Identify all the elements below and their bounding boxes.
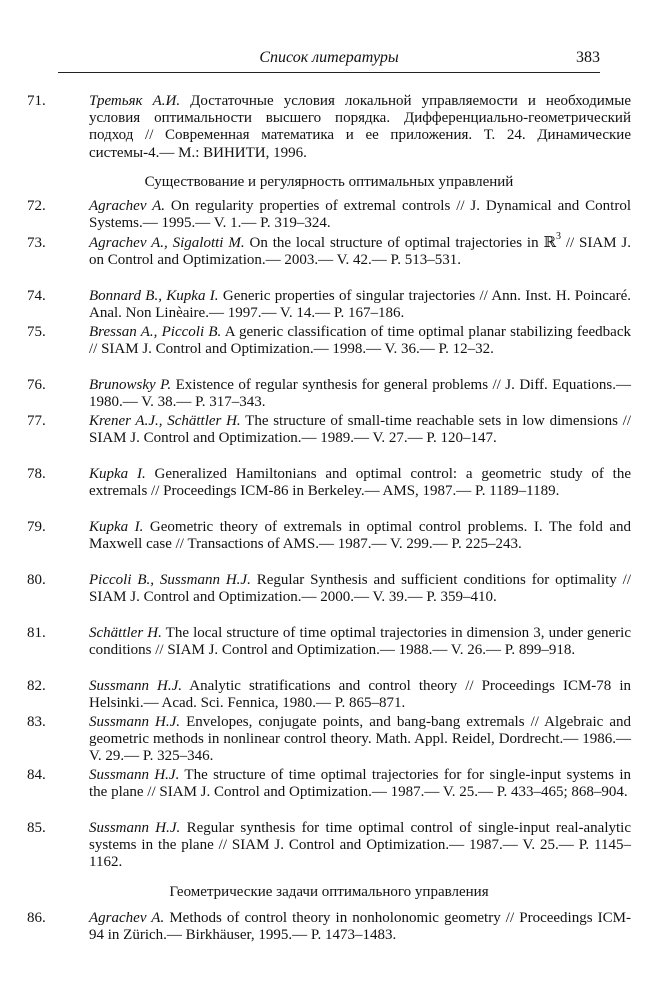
reference-number: 73. bbox=[27, 235, 46, 251]
reference-authors: Agrachev A. bbox=[89, 910, 165, 926]
reference-number: 86. bbox=[27, 910, 46, 926]
reference-authors: Sussmann H.J. bbox=[89, 714, 181, 730]
running-header bbox=[58, 44, 600, 73]
reference-item bbox=[27, 519, 631, 553]
reference-text: Existence of regular synthesis for general problems // J. Diff. Equations.— 1980.— V. 38.— P. 317–343. bbox=[89, 377, 631, 411]
reference-authors: Brunowsky P. bbox=[89, 377, 172, 393]
reference-authors: Agrachev A. bbox=[89, 198, 166, 214]
reference-authors: Piccoli B., Sussmann H.J. bbox=[89, 572, 251, 588]
reference-authors: Третьяк А.И. bbox=[89, 93, 181, 109]
reference-item bbox=[27, 714, 631, 766]
reference-item bbox=[27, 377, 631, 411]
reference-text: A generic classification of time optimal planar stabilizing feedback // SIAM J. Control and Optimization.— 1998.— V. 36.— P. 12–32. bbox=[89, 324, 632, 358]
section-heading-existence-regularity: Существование и регулярность оптимальных управлений bbox=[144, 174, 514, 190]
reference-text-after-math: // SIAM J. on Control and Optimization.— 2003.— V. 42.— P. 513–531. bbox=[89, 235, 632, 269]
reference-number: 80. bbox=[27, 572, 46, 588]
reference-authors: Sussmann H.J. bbox=[89, 678, 183, 694]
reference-text: Methods of control theory in nonholonomic geometry // Proceedings ICM-94 in Zürich.— Birkhäuser, 1995.— P. 1473–1483. bbox=[89, 910, 631, 944]
reference-item bbox=[27, 288, 632, 322]
reference-text: Regular Synthesis and sufficient conditions for optimality // SIAM J. Control and Optimization.— 2000.— V. 39.— P. 359–410. bbox=[89, 572, 632, 606]
reference-authors: Sussmann H.J. bbox=[89, 767, 180, 783]
reference-text-before-math: On the local structure of optimal trajectories in ℝ bbox=[249, 235, 556, 251]
reference-text: Generic properties of singular trajectories // Ann. Inst. H. Poincaré. Anal. Non Linèaire.— 1997.— V. 14.— P. 167–186. bbox=[89, 288, 632, 322]
reference-number: 82. bbox=[27, 678, 46, 694]
reference-number: 84. bbox=[27, 767, 46, 783]
reference-item bbox=[27, 324, 632, 358]
reference-authors: Kupka I. bbox=[89, 519, 144, 535]
reference-number: 79. bbox=[27, 519, 46, 535]
reference-item bbox=[27, 466, 631, 500]
reference-text: On regularity properties of extremal controls // J. Dynamical and Control Systems.— 1995.— V. 1.— P. 319–324. bbox=[89, 198, 631, 232]
reference-number: 83. bbox=[27, 714, 46, 730]
reference-item bbox=[27, 625, 631, 659]
reference-text: The structure of time optimal trajectories for for single-input systems in the plane // SIAM J. Control and Optimization.— 1987.— V. 25.— P. 433–465; 868–904. bbox=[89, 767, 632, 801]
reference-authors: Kupka I. bbox=[89, 466, 146, 482]
reference-number: 78. bbox=[27, 466, 46, 482]
reference-number: 76. bbox=[27, 377, 46, 393]
reference-text: Analytic stratifications and control theory // Proceedings ICM-78 in Helsinki.— Acad. Sci. Fennica, 1980.— P. 865–871. bbox=[89, 678, 631, 712]
running-title: Список литературы bbox=[259, 49, 399, 66]
reference-item bbox=[27, 820, 632, 872]
reference-authors: Agrachev A., Sigalotti M. bbox=[89, 235, 245, 251]
reference-authors: Schättler H. bbox=[89, 625, 162, 641]
page-number: 383 bbox=[576, 49, 600, 66]
reference-text: Generalized Hamiltonians and optimal control: a geometric study of the extremals // Proceedings ICM-86 in Berkeley.— AMS, 1987.— P. 1189–1189. bbox=[89, 466, 631, 500]
reference-number: 85. bbox=[27, 820, 46, 836]
math-superscript: 3 bbox=[555, 231, 561, 242]
reference-text: The structure of small-time reachable sets in low dimensions // SIAM J. Control and Optimization.— 1989.— V. 27.— P. 120–147. bbox=[89, 413, 631, 447]
section-heading-geometric-problems: Геометрические задачи оптимального управления bbox=[169, 884, 489, 900]
reference-item bbox=[27, 767, 632, 801]
reference-item bbox=[27, 572, 632, 606]
reference-item bbox=[27, 413, 631, 447]
reference-text: Geometric theory of extremals in optimal control problems. I. The fold and Maxwell case // Transactions of AMS.— 1987.— V. 299.— P. 225–243. bbox=[89, 519, 631, 553]
reference-authors: Bonnard B., Kupka I. bbox=[89, 288, 219, 304]
reference-number: 72. bbox=[27, 198, 46, 214]
reference-authors: Sussmann H.J. bbox=[89, 820, 181, 836]
reference-item bbox=[27, 93, 632, 162]
reference-text: Envelopes, conjugate points, and bang-bang extremals // Algebraic and geometric methods in nonlinear control theory. Math. Appl. Reidel, Dordrecht.— 1986.— V. 29.— P. 325–346. bbox=[89, 714, 631, 765]
reference-number: 77. bbox=[27, 413, 46, 429]
reference-number: 75. bbox=[27, 324, 46, 340]
reference-item bbox=[27, 198, 631, 232]
reference-number: 71. bbox=[27, 93, 46, 109]
reference-text: The local structure of time optimal trajectories in dimension 3, under generic conditions // SIAM J. Control and Optimization.— 1988.— V. 26.— P. 899–918. bbox=[89, 625, 631, 659]
reference-text: Regular synthesis for time optimal control of single-input real-analytic systems in the plane // SIAM J. Control and Optimization.— 1987.— V. 25.— P. 1145–1162. bbox=[89, 820, 632, 871]
reference-number: 74. bbox=[27, 288, 46, 304]
reference-authors: Bressan A., Piccoli B. bbox=[89, 324, 222, 340]
reference-text: Достаточные условия локальной управляемости и необходимые условия оптимальности высшего порядка. Дифференциально-геометрический подход // Современная математика и ее приложения. Т. 24. Динамические системы-4.— М.: ВИНИТИ, 1996. bbox=[89, 93, 632, 161]
reference-item bbox=[27, 910, 631, 944]
reference-authors: Krener A.J., Schättler H. bbox=[89, 413, 241, 429]
reference-number: 81. bbox=[27, 625, 46, 641]
reference-item bbox=[27, 231, 632, 269]
reference-item bbox=[27, 678, 631, 712]
